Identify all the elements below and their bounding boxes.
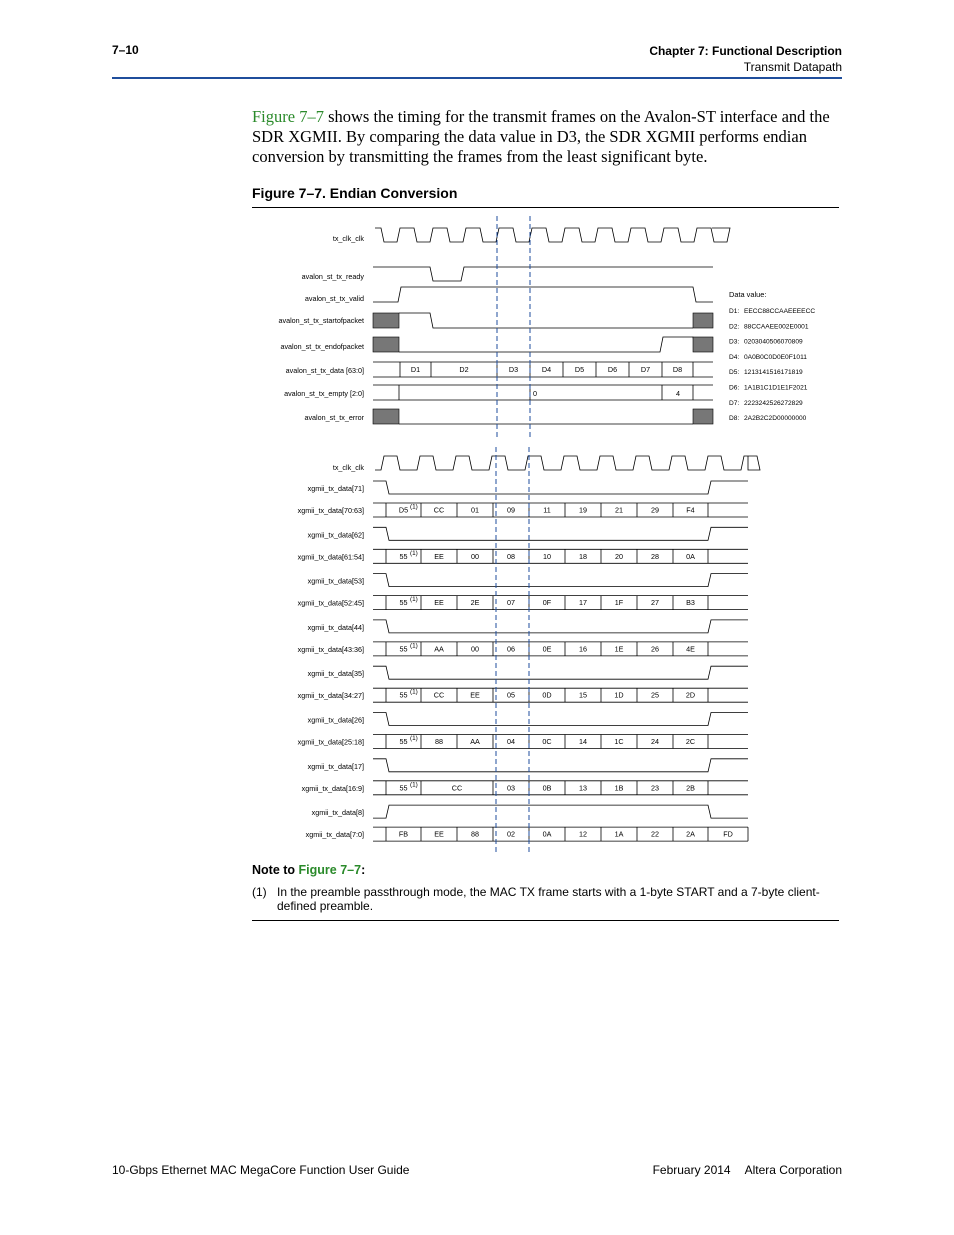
xgmii-data-value: 16	[579, 644, 587, 654]
xgmii-data-value: FD	[723, 829, 733, 839]
xgmii-data-value: 13	[579, 783, 587, 793]
xgmii-control-label: xgmii_tx_data[8]	[311, 808, 364, 818]
xgmii-data-value: 08	[507, 551, 515, 561]
footnote-marker: (1)	[410, 642, 418, 650]
xgmii-data-value: 0A	[686, 551, 695, 561]
xgmii-control-waveform	[373, 574, 748, 587]
note-suffix: :	[361, 863, 366, 877]
figure-rule-bottom	[252, 920, 839, 921]
xgmii-data-value: 55	[399, 598, 408, 608]
xgmii-control-waveform	[373, 713, 748, 726]
xgmii-data-label: xgmii_tx_data[52:45]	[297, 598, 364, 608]
xgmii-data-value: EE	[434, 598, 444, 608]
data-value-key: D2:	[729, 323, 740, 331]
avalon-signal-label: avalon_st_tx_data [63:0]	[285, 366, 364, 375]
eop-hatched-end	[693, 337, 713, 352]
data-value-key: D4:	[729, 353, 740, 361]
xgmii-data-value: AA	[470, 737, 480, 746]
xgmii-data-value: 2D	[685, 690, 696, 700]
xgmii-control-waveform	[373, 527, 748, 540]
xgmii-data-value: 0A	[542, 829, 552, 839]
xgmii-data-value: 0C	[542, 737, 552, 746]
avalon-signal-label: avalon_st_tx_ready	[301, 272, 364, 281]
avalon-signal-label: tx_clk_clk	[332, 234, 364, 243]
note-heading	[252, 863, 365, 877]
xgmii-data-value: 1D	[614, 690, 624, 700]
avalon-signal-label: avalon_st_tx_empty [2:0]	[284, 389, 364, 398]
xgmii-data-value: 88	[471, 829, 479, 839]
data-value-hex: 88CCAAEE002E0001	[744, 323, 809, 331]
footnote-marker: (1)	[410, 781, 418, 789]
xgmii-data-value: EE	[434, 551, 444, 561]
avalon-data-value: D8	[672, 365, 683, 374]
xgmii-data-value: EE	[470, 690, 480, 700]
xgmii-data-value: CC	[433, 505, 445, 515]
xgmii-data-label: xgmii_tx_data[61:54]	[297, 552, 364, 562]
footer-date: February 2014	[652, 1163, 731, 1177]
xgmii-control-waveform	[373, 805, 748, 818]
xgmii-data-value: 03	[507, 783, 515, 793]
xgmii-control-waveform	[373, 620, 748, 633]
sop-waveform	[399, 313, 693, 328]
xgmii-data-value: 17	[579, 598, 587, 608]
note-figure-link[interactable]: Figure 7–7	[298, 863, 362, 877]
xgmii-control-waveform	[373, 481, 748, 494]
xgmii-data-value: 11	[543, 505, 551, 515]
data-value-hex: EECC88CCAAEEEECC	[744, 308, 816, 315]
xgmii-data-value: 2E	[470, 598, 480, 608]
footer-right	[639, 1163, 842, 1177]
avalon-data-value: D2	[459, 365, 469, 374]
xgmii-data-label: xgmii_tx_data[70:63]	[297, 506, 364, 515]
data-value-key: D8:	[729, 415, 740, 423]
figure-title: Figure 7–7. Endian Conversion	[252, 185, 458, 201]
xgmii-data-value: 07	[507, 598, 515, 608]
data-value-title: Data value:	[729, 290, 767, 299]
data-value-hex: 0A0B0C0D0E0F1011	[744, 353, 807, 361]
error-hatched-start	[373, 409, 399, 424]
valid-waveform	[373, 287, 713, 302]
footer-guide-title: 10-Gbps Ethernet MAC MegaCore Function User Guide	[112, 1163, 410, 1177]
xgmii-data-value: 0E	[542, 644, 552, 654]
note-prefix: Note to	[252, 863, 299, 877]
footnote-marker: (1)	[410, 688, 418, 696]
xgmii-control-label: xgmii_tx_data[26]	[307, 715, 364, 725]
xgmii-data-value: 25	[651, 690, 659, 700]
data-value-key: D1:	[729, 308, 740, 315]
xgmii-control-waveform	[373, 666, 748, 679]
chapter-title: Chapter 7: Functional Description	[649, 44, 842, 58]
footnote-marker: (1)	[410, 549, 418, 557]
xgmii-data-value: 22	[651, 829, 659, 839]
xgmii-data-value: 29	[651, 505, 659, 515]
xgmii-data-value: 0F	[542, 598, 552, 608]
eop-hatched-start	[373, 337, 399, 352]
ready-waveform	[373, 267, 713, 281]
xgmii-data-value: 28	[651, 551, 659, 561]
note-number: (1)	[252, 885, 267, 899]
avalon-data-value: D1	[410, 365, 421, 374]
xgmii-control-label: xgmii_tx_data[71]	[307, 484, 364, 493]
data-value-hex: 1213141516171819	[744, 369, 803, 377]
xgmii-data-value: 88	[435, 737, 443, 746]
xgmii-data-value: 2C	[685, 737, 696, 746]
xgmii-data-value: 27	[651, 598, 659, 608]
eop-waveform	[399, 337, 696, 352]
xgmii-data-value: 15	[579, 690, 587, 700]
avalon-signal-label: avalon_st_tx_endofpacket	[280, 342, 364, 351]
xgmii-data-value: 05	[507, 690, 515, 700]
xgmii-data-value: AA	[434, 644, 444, 654]
xgmii-control-label: xgmii_tx_data[44]	[307, 622, 364, 632]
xgmii-data-value: 19	[579, 505, 587, 515]
xgmii-data-value: FB	[398, 829, 409, 839]
xgmii-data-value: 09	[507, 505, 515, 515]
footnote-marker: (1)	[410, 596, 418, 604]
xgmii-data-value: 04	[507, 737, 515, 746]
xgmii-control-label: xgmii_tx_data[35]	[307, 669, 364, 679]
xgmii-data-value: 0D	[542, 690, 552, 700]
xgmii-data-value: 12	[579, 829, 587, 839]
footnote-marker: (1)	[410, 503, 418, 511]
xgmii-data-label: xgmii_tx_data[16:9]	[301, 783, 364, 793]
xgmii-data-value: B3	[686, 598, 695, 608]
note-text: In the preamble passthrough mode, the MAC TX frame starts with a 1-byte START and a 7-byte client-defined preamble.	[277, 885, 820, 913]
xgmii-data-value: 24	[651, 737, 659, 746]
page-number: 7–10	[112, 43, 139, 57]
xgmii-data-value: 02	[507, 829, 515, 839]
xgmii-data-label: xgmii_tx_data[7:0]	[305, 830, 364, 840]
xgmii-data-value: 26	[651, 644, 659, 654]
xgmii-data-value: 14	[579, 737, 587, 746]
xgmii-data-value: 55	[399, 644, 408, 654]
xgmii-data-value: 2B	[686, 783, 695, 793]
xgmii-data-value: 1C	[614, 737, 624, 746]
xgmii-data-value: 4E	[686, 644, 695, 654]
xgmii-data-value: 1F	[614, 598, 624, 608]
avalon-empty-value: 0	[533, 389, 537, 398]
xgmii-data-value: 01	[471, 505, 479, 515]
data-value-key: D5:	[729, 369, 740, 377]
section-title: Transmit Datapath	[743, 60, 842, 74]
avalon-clock-waveform	[375, 228, 730, 242]
data-value-key: D7:	[729, 399, 740, 407]
avalon-data-value: D3	[508, 365, 519, 374]
xgmii-data-value: 20	[615, 551, 623, 561]
intro-text: shows the timing for the transmit frames on the Avalon-ST interface and the SDR XGMII. By comparing the data value in D3, the SDR XGMII performs endian conversion by transmitting the frames from the least significant byte.	[252, 107, 830, 166]
data-value-hex: 2223242526272829	[744, 399, 803, 407]
data-value-hex: 0203040506070809	[744, 338, 803, 346]
sop-hatched-end	[693, 313, 713, 328]
xgmii-data-value: 1B	[614, 783, 624, 793]
xgmii-control-waveform	[373, 759, 748, 772]
avalon-data-value: D7	[640, 365, 651, 374]
avalon-signal-label: avalon_st_tx_startofpacket	[278, 316, 364, 325]
xgmii-data-value: 18	[579, 551, 587, 561]
xgmii-data-label: xgmii_tx_data[43:36]	[297, 644, 364, 654]
avalon-signal-label: avalon_st_tx_valid	[304, 294, 364, 303]
xgmii-data-value: CC	[433, 690, 445, 700]
xgmii-data-value: 55	[399, 783, 408, 793]
xgmii-data-value: CC	[451, 783, 463, 793]
figure-link[interactable]: Figure 7–7	[252, 107, 324, 126]
xgmii-data-value: 00	[471, 551, 479, 561]
xgmii-control-label: xgmii_tx_data[62]	[307, 530, 364, 540]
xgmii-data-value: 06	[507, 644, 515, 654]
xgmii-data-value: 21	[615, 505, 623, 515]
xgmii-data-value: 55	[399, 690, 408, 700]
xgmii-clock-label: tx_clk_clk	[332, 463, 364, 472]
xgmii-clock-waveform	[375, 456, 760, 470]
xgmii-data-value: 1A	[614, 829, 624, 839]
xgmii-data-value: 00	[471, 644, 479, 654]
xgmii-data-value: 23	[651, 783, 659, 793]
xgmii-data-label: xgmii_tx_data[34:27]	[297, 691, 364, 701]
xgmii-data-value: 10	[543, 551, 551, 561]
avalon-data-value: D6	[607, 365, 618, 374]
xgmii-data-value: 1E	[614, 644, 624, 654]
footnote-marker: (1)	[410, 735, 418, 742]
data-value-hex: 1A1B1C1D1E1F2021	[744, 384, 808, 392]
footer-company: Altera Corporation	[744, 1163, 842, 1177]
data-value-key: D6:	[729, 384, 740, 392]
xgmii-data-value: 0B	[542, 783, 552, 793]
xgmii-data-value: 55	[399, 737, 408, 746]
xgmii-data-value: D5	[398, 505, 409, 515]
error-hatched-end	[693, 409, 713, 424]
xgmii-control-label: xgmii_tx_data[17]	[307, 761, 364, 771]
avalon-data-value: D4	[541, 365, 552, 374]
xgmii-control-label: xgmii_tx_data[53]	[307, 576, 364, 586]
avalon-data-value: D5	[574, 365, 585, 374]
sop-hatched-start	[373, 313, 399, 328]
xgmii-data-value: 55	[399, 551, 408, 561]
xgmii-data-label: xgmii_tx_data[25:18]	[297, 737, 364, 747]
xgmii-data-value: 2A	[686, 829, 695, 839]
data-value-hex: 2A2B2C2D00000000	[744, 415, 807, 423]
avalon-empty-value: 4	[676, 389, 680, 398]
data-value-key: D3:	[729, 338, 740, 346]
xgmii-data-value: F4	[686, 505, 695, 515]
avalon-signal-label: avalon_st_tx_error	[304, 413, 364, 422]
xgmii-data-value: EE	[434, 829, 444, 839]
